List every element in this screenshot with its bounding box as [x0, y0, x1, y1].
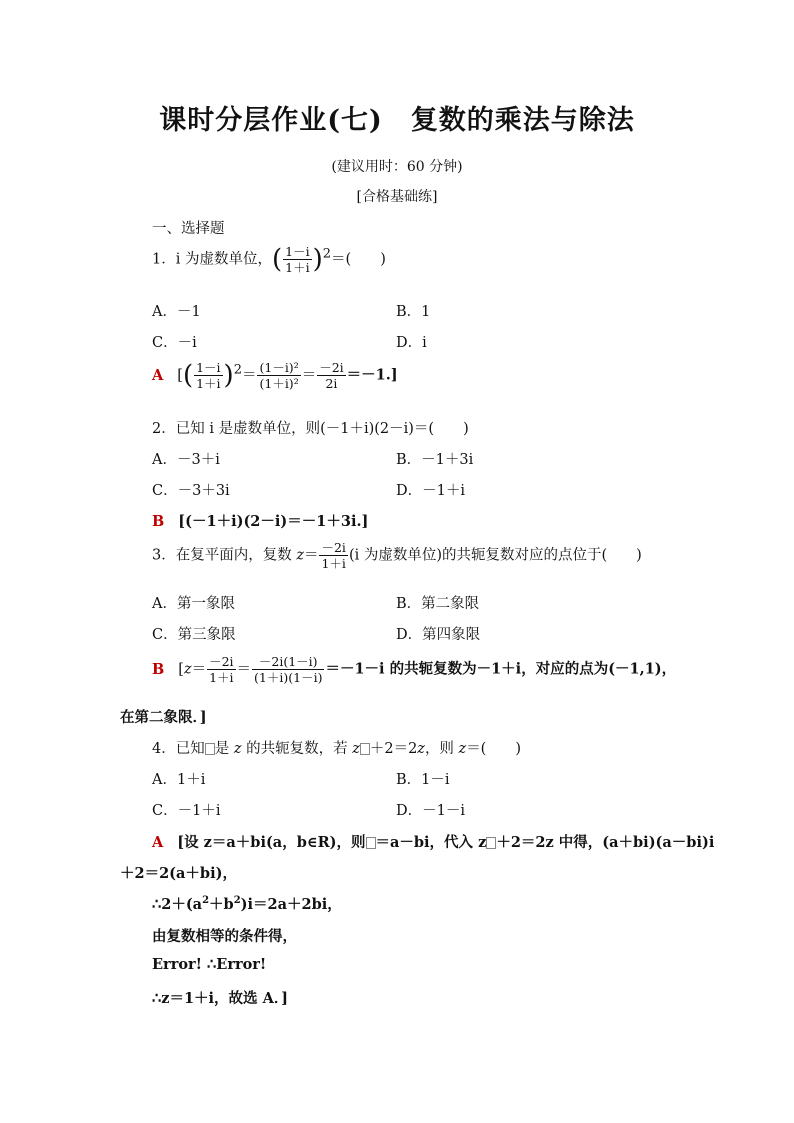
q4-option-a: A．1＋i [152, 772, 206, 788]
q3-solution: B [z＝ $\frac{-2i}{1+i}$ ＝ $\frac{-2i(1-i)}{(1+i)(1-i)}$ ＝－1－i 的共轭复数为－1＋i，对应的点为(－1,1)， [152, 654, 677, 685]
q4-solution-line6: ∴z＝1＋i，故选 A．] [152, 990, 288, 1007]
q4-answer-letter: A [152, 834, 164, 851]
question-4-stem: 4．已知 是 z 的共轭复数，若 z ＋2＝2z，则 z＝( ) [152, 741, 522, 757]
q4-option-b: B．1－i [396, 772, 450, 788]
q3-option-a: A．第一象限 [152, 596, 235, 612]
q4-solution-line1: A [设 z＝a＋bi(a，b∈R)，则 ＝a－bi，代入 z ＋2＝2z 中得，(a＋bi)(a－bi)i [152, 834, 715, 851]
level-label: [合格基础练] [356, 189, 438, 205]
question-2-stem: 2．已知 i 是虚数单位，则(－1＋i)(2－i)＝( ) [152, 421, 469, 437]
q1-fraction: $\frac{1-i}{1+i}$ [285, 244, 310, 275]
q1-answer-letter: A [152, 366, 164, 384]
question-3-stem: 3．在复平面内，复数 z＝ $\frac{-2i}{1+i}$ (i 为虚数单位)的共轭复数对应的点位于( ) [152, 540, 642, 571]
q2-option-d: D．－1＋i [396, 483, 465, 499]
q1-solution: A [( $\frac{1-i}{1+i}$ )2＝ $\frac{\text{(1－i)²}}{\text{(1＋i)²}}$ ＝ $\frac{-2i}{2i}$ ＝－1.] [152, 360, 398, 391]
q1-option-a: A．－1 [152, 304, 201, 320]
conjugate-symbol [486, 837, 496, 849]
q4-option-c: C．－1＋i [152, 803, 221, 819]
q4-solution-line4: 由复数相等的条件得， [152, 928, 297, 945]
conjugate-symbol [360, 743, 370, 755]
q1-option-d: D．i [396, 335, 427, 351]
conjugate-symbol [366, 837, 376, 849]
conjugate-symbol [205, 743, 215, 755]
q4-solution-line5: Error! ∴Error! [152, 956, 267, 973]
q4-solution-line2: ＋2＝2(a＋bi)， [120, 865, 237, 882]
q1-option-b: B．1 [396, 304, 431, 320]
q3-option-b: B．第二象限 [396, 596, 480, 612]
q4-solution-line3: $\therefore 2+(a^2+b^2)i=2a+2bi$， [152, 895, 342, 913]
q2-option-c: C．－3＋3i [152, 483, 230, 499]
section-heading: 一、选择题 [152, 221, 225, 237]
q1-option-c: C．－i [152, 335, 197, 351]
q2-solution: B [(－1＋i)(2－i)＝－1＋3i.] [152, 513, 369, 530]
q3-answer-letter: B [152, 660, 165, 678]
q2-answer-letter: B [152, 513, 165, 530]
q4-option-d: D．－1－i [396, 803, 465, 819]
q2-option-a: A．－3＋i [152, 452, 220, 468]
q2-option-b: B．－1＋3i [396, 452, 474, 468]
q3-solution-line2: 在第二象限．] [120, 709, 207, 726]
q3-option-c: C．第三象限 [152, 627, 236, 643]
q3-option-d: D．第四象限 [396, 627, 481, 643]
page-title: 课时分层作业(七) 复数的乘法与除法 [159, 105, 635, 136]
time-hint: (建议用时：60 分钟) [331, 159, 463, 175]
question-1-stem: 1．i 为虚数单位，( $\frac{1-i}{1+i}$ )2＝( ) [152, 244, 386, 275]
